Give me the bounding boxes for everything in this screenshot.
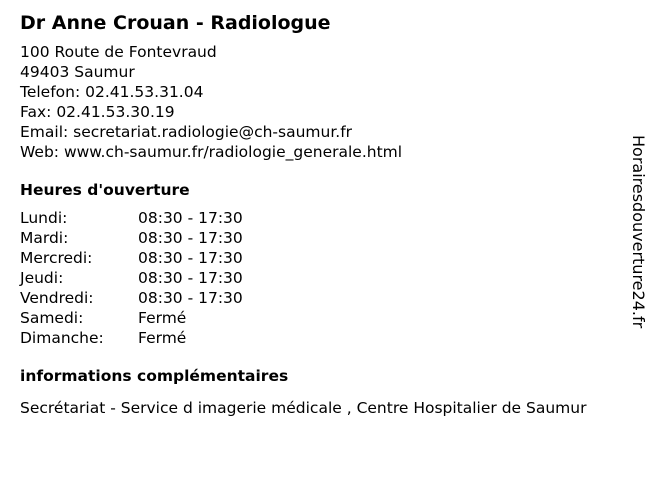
email-address: Email: secretariat.radiologie@ch-saumur.fr: [20, 123, 353, 141]
hours-heading: Heures d'ouverture: [20, 181, 190, 199]
hours-row-tuesday: [20, 228, 610, 248]
hours-row-thursday: [20, 268, 610, 288]
time-value: 08:30 - 17:30: [138, 229, 243, 247]
info-heading: informations complémentaires: [20, 367, 289, 385]
phone-number: Telefon: 02.41.53.31.04: [20, 83, 204, 101]
business-card: [20, 10, 610, 418]
time-value: Fermé: [138, 329, 187, 347]
info-text: Secrétariat - Service d imagerie médicale , Centre Hospitalier de Saumur: [20, 399, 587, 417]
hours-row-saturday: [20, 308, 610, 328]
address-line-2: 49403 Saumur: [20, 63, 135, 81]
website-url: Web: www.ch-saumur.fr/radiologie_generale.html: [20, 143, 403, 161]
time-value: 08:30 - 17:30: [138, 249, 243, 267]
day-label: Samedi:: [20, 309, 84, 327]
time-value: 08:30 - 17:30: [138, 289, 243, 307]
time-value: 08:30 - 17:30: [138, 269, 243, 287]
time-value: 08:30 - 17:30: [138, 209, 243, 227]
contact-block: [20, 42, 610, 162]
day-label: Vendredi:: [20, 289, 94, 307]
hours-row-sunday: [20, 328, 610, 348]
day-label: Mardi:: [20, 229, 69, 247]
day-label: Dimanche:: [20, 329, 104, 347]
hours-row-monday: [20, 208, 610, 228]
address-line-1: 100 Route de Fontevraud: [20, 43, 217, 61]
day-label: Mercredi:: [20, 249, 93, 267]
day-label: Jeudi:: [20, 269, 64, 287]
page-title: Dr Anne Crouan - Radiologue: [20, 12, 331, 34]
day-label: Lundi:: [20, 209, 68, 227]
fax-number: Fax: 02.41.53.30.19: [20, 103, 175, 121]
time-value: Fermé: [138, 309, 187, 327]
hours-row-wednesday: [20, 248, 610, 268]
hours-list: [20, 208, 610, 348]
hours-row-friday: [20, 288, 610, 308]
site-watermark: Horairesdouverture24.fr: [629, 135, 648, 329]
